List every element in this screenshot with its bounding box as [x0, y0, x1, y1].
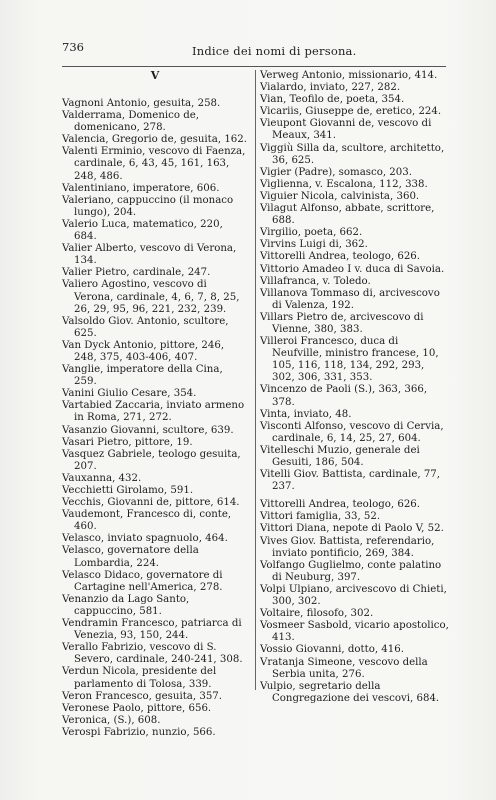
index-entry: Verallo Fabrizio, vescovo di S. Severo, cardinale, 240-241, 308. [62, 642, 243, 666]
index-entry: Valsoldo Giov. Antonio, scultore, 625. [62, 315, 229, 339]
index-entry: Veronica, (S.), 608. [62, 714, 161, 726]
index-entry: Valenti Erminio, vescovo di Faenza, cardinale, 6, 43, 45, 161, 163, 248, 486. [62, 146, 246, 182]
index-entry: Verweg Antonio, missionario, 414. [260, 70, 438, 81]
index-entry: Vialardo, inviato, 227, 282. [260, 82, 401, 94]
index-entry: Vosmeer Sasbold, vicario apostolico, 413. [260, 620, 449, 644]
index-entry: Valencia, Gregorio de, gesuita, 162. [62, 134, 248, 146]
index-entry: Vaudemont, Francesco di, conte, 460. [62, 509, 232, 533]
index-entry: Verospi Fabrizio, nunzio, 566. [62, 726, 216, 738]
index-entry: Vossio Giovanni, dotto, 416. [260, 644, 404, 656]
index-entry: Venanzio da Lago Santo, cappuccino, 581. [62, 593, 190, 617]
index-entry: Vendramin Francesco, patriarca di Venezia, 93, 150, 244. [62, 618, 242, 642]
right-entries [260, 70, 450, 705]
index-entry: Vanglie, imperatore della Cina, 259. [62, 364, 223, 388]
page-header [62, 40, 446, 60]
index-entry: Velasco, inviato spagnuolo, 464. [62, 533, 228, 545]
index-entry: Veronese Paolo, pittore, 656. [62, 702, 212, 714]
index-entry: Valeriano, cappuccino (il monaco lungo), 204. [62, 194, 234, 218]
index-entry: Vittorelli Andrea, teologo, 626. [260, 499, 421, 511]
index-entry: Vittori Diana, nepote di Paolo V, 52. [260, 523, 444, 535]
index-entry: Visconti Alfonso, vescovo di Cervia, cardinale, 6, 14, 25, 27, 604. [260, 420, 444, 444]
index-entry: Vauxanna, 432. [62, 472, 142, 484]
index-entry: Vulpio, segretario della Congregazione dei vescovi, 684. [260, 680, 440, 704]
index-entry: Viguier Nicola, calvinista, 360. [260, 190, 420, 202]
index-entry: Valderrama, Domenico de, domenicano, 278. [62, 110, 200, 134]
index-entry: Vanini Giulio Cesare, 354. [62, 388, 197, 400]
index-entry: Vian, Teofilo de, poeta, 354. [260, 94, 405, 106]
index-entry: Vecchis, Giovanni de, pittore, 614. [62, 497, 240, 509]
index-entry: Vigier (Padre), somasco, 203. [260, 166, 412, 178]
index-entry: Virvins Luigi di, 362. [260, 239, 368, 251]
index-column-left [62, 70, 248, 739]
index-entry: Vives Giov. Battista, referendario, inviato pontificio, 269, 384. [260, 535, 435, 559]
index-entry: Vitelli Giov. Battista, cardinale, 77, 237. [260, 469, 441, 493]
index-entry: Vittorio Amadeo I v. duca di Savoia. [260, 263, 445, 275]
index-entry: Veron Francesco, gesuita, 357. [62, 690, 223, 702]
index-entry: Vartabied Zaccaria, inviato armeno in Roma, 271, 272. [62, 400, 245, 424]
index-entry: Valentiniano, imperatore, 606. [62, 182, 220, 194]
index-entry: Vecchietti Girolamo, 591. [62, 485, 194, 496]
index-entry: Vitelleschi Muzio, generale dei Gesuiti, 186, 504. [260, 444, 420, 468]
header-rule [62, 66, 446, 67]
index-entry: Villars Pietro de, arcivescovo di Vienne, 380, 383. [260, 311, 424, 335]
index-entry: Villafranca, v. Toledo. [260, 275, 371, 287]
index-entry: Velasco Didaco, governatore di Cartagine nell'America, 278. [62, 569, 223, 593]
index-entry: Valier Pietro, cardinale, 247. [62, 267, 211, 279]
index-entry: Vratanja Simeone, vescovo della Serbia unita, 276. [260, 656, 428, 680]
index-entry: Vittorelli Andrea, teologo, 626. [260, 251, 421, 263]
index-entry: Vilagut Alfonso, abbate, scrittore, 688. [260, 203, 435, 227]
index-entry: Van Dyck Antonio, pittore, 246, 248, 375, 403-406, 407. [62, 339, 225, 363]
index-entry: Valiero Agostino, vescovo di Verona, cardinale, 4, 6, 7, 8, 25, 26, 29, 95, 96, 221, 232, 239. [62, 279, 240, 315]
index-entry: Volfango Guglielmo, conte palatino di Neuburg, 397. [260, 559, 442, 583]
index-entry: Valerio Luca, matematico, 220, 684. [62, 218, 223, 243]
index-entry: Vieupont Giovanni de, vescovo di Meaux, 341. [260, 118, 432, 142]
index-entry: Viggiù Silla da, scultore, architetto, 36, 625. [260, 142, 445, 166]
index-entry: Volpi Ulpiano, arcivescovo di Chieti, 300, 302. [260, 583, 447, 608]
index-entry: Villeroi Francesco, duca di Neufville, ministro francese, 10, 105, 116, 118, 134, 292, 293, 302, 306, 331, 353. [260, 336, 439, 384]
index-entry: Viglienna, v. Escalona, 112, 338. [260, 178, 428, 190]
index-entry: Verdun Nicola, presidente del parlamento di Tolosa, 339. [62, 666, 217, 690]
index-entry: Vasquez Gabriele, teologo gesuita, 207. [62, 448, 241, 472]
index-entry: Valier Alberto, vescovo di Verona, 134. [62, 243, 237, 267]
index-entry: Vincenzo de Paoli (S.), 363, 366, 378. [260, 384, 428, 408]
index-column-right [260, 70, 450, 705]
column-divider [255, 70, 256, 690]
index-entry: Vicariis, Giuseppe de, eretico, 224. [260, 106, 442, 118]
index-entry: Villanova Tommaso di, arcivescovo di Valenza, 192. [260, 287, 440, 311]
index-entry: Vasanzio Giovanni, scultore, 639. [62, 424, 234, 436]
index-entry: Vagnoni Antonio, gesuita, 258. [62, 98, 221, 109]
index-entry: Virgilio, poeta, 662. [260, 227, 363, 239]
running-title: Indice dei nomi di persona. [192, 44, 357, 58]
index-entry: Voltaire, filosofo, 302. [260, 608, 374, 620]
section-letter: V [150, 69, 160, 82]
index-entry: Vasari Pietro, pittore, 19. [62, 436, 193, 448]
page-number: 736 [62, 40, 84, 54]
left-entries [62, 98, 248, 739]
index-entry: Velasco, governatore della Lombardia, 224. [62, 545, 199, 569]
index-entry: Vittori famiglia, 33, 52. [260, 511, 381, 523]
index-entry: Vinta, inviato, 48. [260, 408, 352, 420]
